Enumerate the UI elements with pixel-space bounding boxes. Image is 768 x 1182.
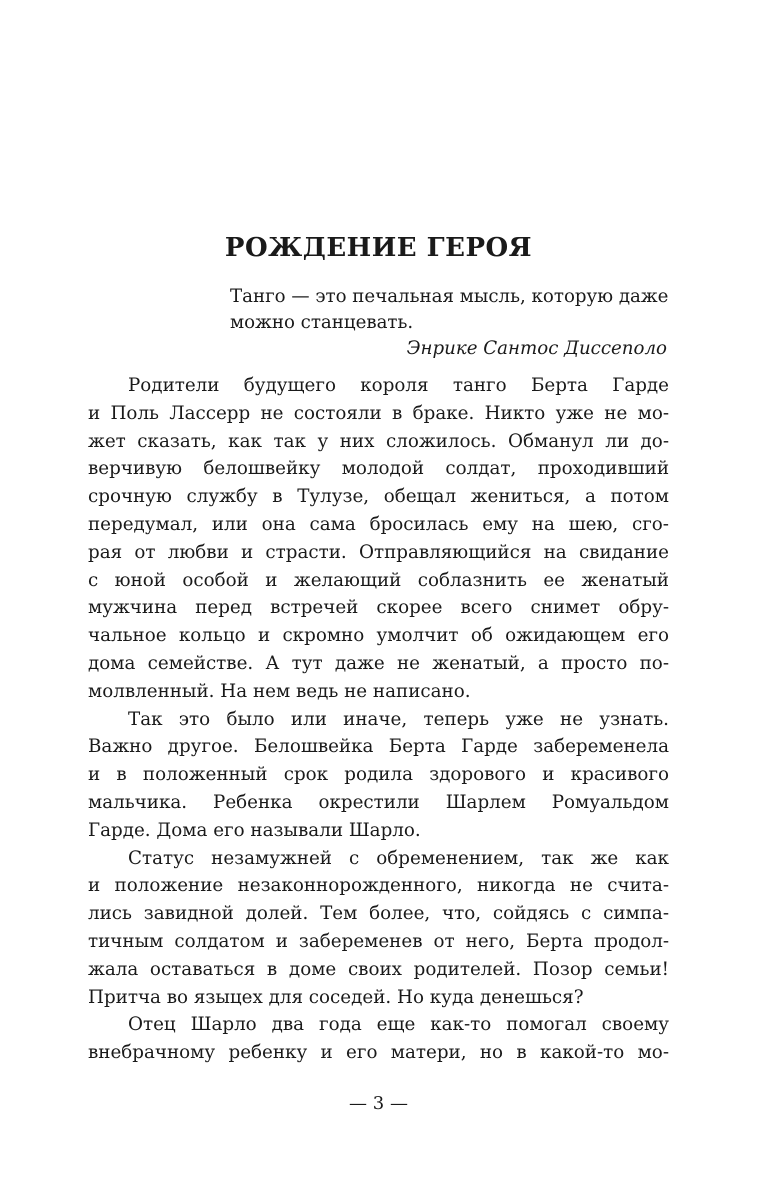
text-line: дома семействе. А тут даже не женатый, а просто по- — [88, 652, 669, 674]
text-line: Так это было или иначе, теперь уже не узнать. — [128, 708, 669, 730]
text-line: Родители будущего короля танго Берта Гарде — [128, 375, 669, 396]
text-line: рая от любви и страсти. Отправляющийся на свидание — [88, 541, 669, 563]
text-line: срочную службу в Тулузе, обещал жениться, а потом — [88, 486, 669, 508]
text-line: и Поль Лассерр не состояли в браке. Никто уже не мо- — [88, 402, 669, 424]
text-line: верчивую белошвейку молодой солдат, проходивший — [88, 458, 669, 480]
chapter-title: РОЖДЕНИЕ ГЕРОЯ — [224, 233, 533, 263]
text-line: Гарде. Дома его называли Шарло. — [88, 819, 421, 841]
book-page — [88, 0, 669, 1182]
body-text — [88, 372, 669, 1067]
text-line: тичным солдатом и забеременев от него, Берта продол- — [88, 930, 669, 952]
text-line: Важно другое. Белошвейка Берта Гарде забеременела — [88, 736, 669, 758]
text-line: и положение незаконнорожденного, никогда не счита- — [88, 875, 669, 897]
text-line: молвленный. На нем ведь не написано. — [88, 680, 471, 702]
page-number: — 3 — — [349, 1093, 408, 1114]
paragraph-4 — [88, 1011, 669, 1067]
text-line: чальное кольцо и скромно умолчит об ожидающем его — [88, 625, 669, 647]
text-line: Отец Шарло два года еще как-то помогал своему — [128, 1014, 669, 1036]
paragraph-1 — [88, 372, 669, 706]
epigraph-author: Энрике Сантос Диссеполо — [406, 338, 667, 359]
text-line: Притча во языцех для соседей. Но куда денешься? — [88, 986, 584, 1008]
paragraph-2 — [88, 706, 669, 845]
text-line: лись завидной долей. Тем более, что, сойдясь с симпа- — [88, 903, 669, 925]
epigraph-line: Танго — это печальная мысль, которую даже — [230, 286, 669, 307]
text-line: жет сказать, как так у них сложилось. Обманул ли до- — [88, 430, 669, 452]
paragraph-3 — [88, 845, 669, 1012]
text-line: Статус незамужней с обременением, так же как — [128, 847, 669, 869]
text-line: мужчина перед встречей скорее всего снимет обру- — [88, 597, 669, 619]
epigraph — [230, 284, 669, 362]
epigraph-line: можно станцевать. — [230, 312, 414, 333]
text-line: с юной особой и желающий соблазнить ее женатый — [88, 569, 669, 591]
text-line: передумал, или она сама бросилась ему на шею, сго- — [88, 513, 669, 535]
text-line: мальчика. Ребенка окрестили Шарлем Ромуальдом — [88, 791, 669, 813]
epigraph-quote — [230, 284, 669, 336]
text-line: внебрачному ребенку и его матери, но в какой-то мо- — [88, 1042, 669, 1064]
text-line: и в положенный срок родила здорового и красивого — [88, 764, 669, 786]
text-line: жала оставаться в доме своих родителей. Позор семьи! — [88, 958, 669, 980]
